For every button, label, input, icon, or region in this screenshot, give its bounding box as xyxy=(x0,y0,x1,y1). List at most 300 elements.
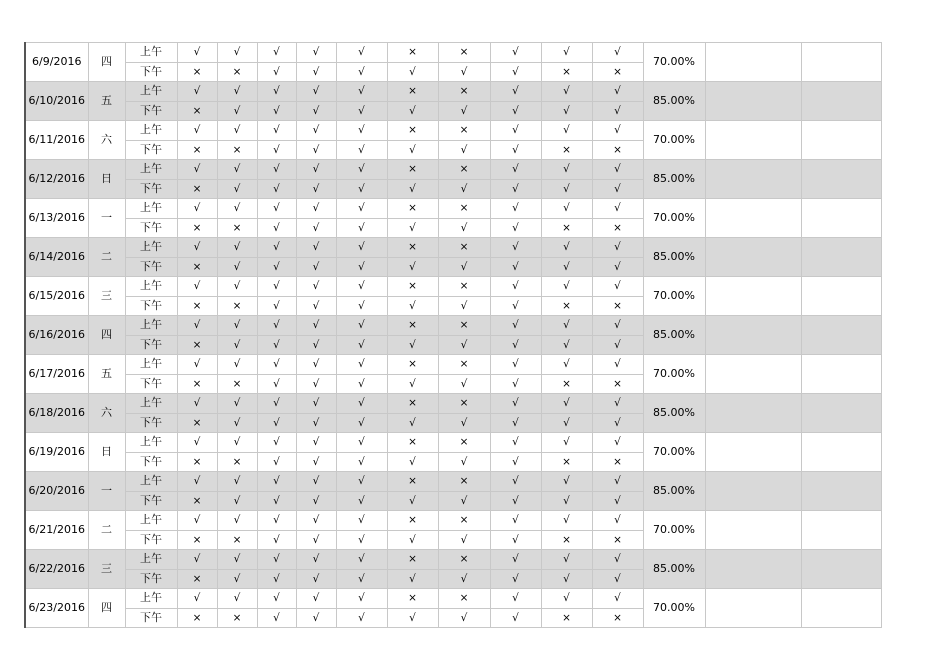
attendance-mark-cell[interactable]: √ xyxy=(257,82,296,102)
extra-cell[interactable] xyxy=(801,394,881,433)
rate-cell[interactable]: 85.00% xyxy=(643,238,705,277)
attendance-mark-cell[interactable]: × xyxy=(438,316,490,336)
attendance-mark-cell[interactable]: √ xyxy=(490,433,541,453)
attendance-mark-cell[interactable]: √ xyxy=(296,43,336,63)
attendance-mark-cell[interactable]: × xyxy=(438,511,490,531)
attendance-mark-cell[interactable]: √ xyxy=(541,569,592,589)
attendance-mark-cell[interactable]: √ xyxy=(296,550,336,570)
attendance-mark-cell[interactable]: √ xyxy=(257,472,296,492)
half-day-cell[interactable]: 下午 xyxy=(125,452,177,472)
attendance-mark-cell[interactable]: √ xyxy=(336,160,387,180)
attendance-mark-cell[interactable]: √ xyxy=(592,355,643,375)
attendance-mark-cell[interactable]: × xyxy=(217,452,257,472)
attendance-mark-cell[interactable]: √ xyxy=(541,511,592,531)
attendance-mark-cell[interactable]: √ xyxy=(296,530,336,550)
attendance-mark-cell[interactable]: √ xyxy=(336,530,387,550)
attendance-mark-cell[interactable]: √ xyxy=(541,121,592,141)
attendance-mark-cell[interactable]: × xyxy=(217,140,257,160)
extra-cell[interactable] xyxy=(801,355,881,394)
attendance-mark-cell[interactable]: √ xyxy=(336,335,387,355)
weekday-cell[interactable]: 六 xyxy=(88,394,125,433)
attendance-mark-cell[interactable]: √ xyxy=(387,491,438,511)
remark-cell[interactable] xyxy=(705,550,801,589)
attendance-mark-cell[interactable]: √ xyxy=(490,179,541,199)
attendance-mark-cell[interactable]: √ xyxy=(336,511,387,531)
attendance-mark-cell[interactable]: √ xyxy=(336,121,387,141)
attendance-mark-cell[interactable]: √ xyxy=(177,316,217,336)
attendance-mark-cell[interactable]: √ xyxy=(257,530,296,550)
extra-cell[interactable] xyxy=(801,43,881,82)
attendance-mark-cell[interactable]: × xyxy=(217,374,257,394)
attendance-mark-cell[interactable]: √ xyxy=(438,296,490,316)
attendance-mark-cell[interactable]: × xyxy=(177,218,217,238)
rate-cell[interactable]: 70.00% xyxy=(643,199,705,238)
weekday-cell[interactable]: 一 xyxy=(88,472,125,511)
attendance-mark-cell[interactable]: √ xyxy=(257,160,296,180)
attendance-mark-cell[interactable]: × xyxy=(177,491,217,511)
weekday-cell[interactable]: 四 xyxy=(88,316,125,355)
half-day-cell[interactable]: 上午 xyxy=(125,511,177,531)
attendance-mark-cell[interactable]: √ xyxy=(592,491,643,511)
attendance-mark-cell[interactable]: √ xyxy=(257,218,296,238)
attendance-mark-cell[interactable]: √ xyxy=(490,43,541,63)
half-day-cell[interactable]: 下午 xyxy=(125,140,177,160)
remark-cell[interactable] xyxy=(705,160,801,199)
remark-cell[interactable] xyxy=(705,394,801,433)
attendance-mark-cell[interactable]: √ xyxy=(257,608,296,628)
attendance-mark-cell[interactable]: × xyxy=(177,257,217,277)
half-day-cell[interactable]: 上午 xyxy=(125,433,177,453)
attendance-mark-cell[interactable]: √ xyxy=(336,550,387,570)
attendance-mark-cell[interactable]: √ xyxy=(296,433,336,453)
attendance-mark-cell[interactable]: √ xyxy=(336,316,387,336)
attendance-mark-cell[interactable]: √ xyxy=(217,433,257,453)
half-day-cell[interactable]: 下午 xyxy=(125,608,177,628)
attendance-mark-cell[interactable]: √ xyxy=(217,355,257,375)
attendance-mark-cell[interactable]: × xyxy=(387,82,438,102)
half-day-cell[interactable]: 下午 xyxy=(125,530,177,550)
attendance-mark-cell[interactable]: √ xyxy=(387,257,438,277)
attendance-mark-cell[interactable]: × xyxy=(438,394,490,414)
attendance-mark-cell[interactable]: √ xyxy=(257,199,296,219)
attendance-mark-cell[interactable]: × xyxy=(541,140,592,160)
attendance-mark-cell[interactable]: √ xyxy=(490,550,541,570)
attendance-mark-cell[interactable]: √ xyxy=(592,569,643,589)
weekday-cell[interactable]: 三 xyxy=(88,277,125,316)
attendance-mark-cell[interactable]: √ xyxy=(336,433,387,453)
attendance-mark-cell[interactable]: √ xyxy=(336,413,387,433)
attendance-mark-cell[interactable]: √ xyxy=(490,335,541,355)
attendance-mark-cell[interactable]: √ xyxy=(296,413,336,433)
attendance-mark-cell[interactable]: × xyxy=(387,277,438,297)
rate-cell[interactable]: 85.00% xyxy=(643,394,705,433)
attendance-mark-cell[interactable]: √ xyxy=(296,394,336,414)
attendance-mark-cell[interactable]: √ xyxy=(592,199,643,219)
weekday-cell[interactable]: 四 xyxy=(88,589,125,628)
date-cell[interactable]: 6/20/2016 xyxy=(25,472,88,511)
attendance-mark-cell[interactable]: √ xyxy=(217,335,257,355)
rate-cell[interactable]: 85.00% xyxy=(643,550,705,589)
attendance-mark-cell[interactable]: √ xyxy=(541,355,592,375)
attendance-mark-cell[interactable]: × xyxy=(592,140,643,160)
attendance-mark-cell[interactable]: √ xyxy=(490,316,541,336)
attendance-mark-cell[interactable]: × xyxy=(387,238,438,258)
attendance-mark-cell[interactable]: √ xyxy=(541,335,592,355)
half-day-cell[interactable]: 下午 xyxy=(125,179,177,199)
attendance-mark-cell[interactable]: × xyxy=(387,316,438,336)
extra-cell[interactable] xyxy=(801,238,881,277)
remark-cell[interactable] xyxy=(705,277,801,316)
attendance-mark-cell[interactable]: √ xyxy=(336,62,387,82)
attendance-mark-cell[interactable]: × xyxy=(438,433,490,453)
attendance-mark-cell[interactable]: √ xyxy=(296,472,336,492)
attendance-mark-cell[interactable]: √ xyxy=(541,82,592,102)
attendance-mark-cell[interactable]: √ xyxy=(336,218,387,238)
attendance-mark-cell[interactable]: × xyxy=(438,43,490,63)
attendance-mark-cell[interactable]: × xyxy=(177,179,217,199)
attendance-mark-cell[interactable]: √ xyxy=(177,238,217,258)
attendance-mark-cell[interactable]: √ xyxy=(217,569,257,589)
attendance-mark-cell[interactable]: √ xyxy=(490,394,541,414)
attendance-mark-cell[interactable]: × xyxy=(387,199,438,219)
attendance-mark-cell[interactable]: √ xyxy=(296,160,336,180)
half-day-cell[interactable]: 上午 xyxy=(125,550,177,570)
attendance-mark-cell[interactable]: √ xyxy=(217,82,257,102)
attendance-mark-cell[interactable]: √ xyxy=(490,530,541,550)
half-day-cell[interactable]: 下午 xyxy=(125,218,177,238)
attendance-mark-cell[interactable]: √ xyxy=(490,257,541,277)
attendance-mark-cell[interactable]: √ xyxy=(592,335,643,355)
attendance-mark-cell[interactable]: × xyxy=(177,335,217,355)
attendance-mark-cell[interactable]: √ xyxy=(592,179,643,199)
weekday-cell[interactable]: 四 xyxy=(88,43,125,82)
attendance-mark-cell[interactable]: × xyxy=(387,589,438,609)
attendance-mark-cell[interactable]: × xyxy=(438,472,490,492)
attendance-mark-cell[interactable]: √ xyxy=(257,316,296,336)
attendance-mark-cell[interactable]: √ xyxy=(490,277,541,297)
attendance-mark-cell[interactable]: √ xyxy=(387,569,438,589)
attendance-mark-cell[interactable]: √ xyxy=(490,569,541,589)
half-day-cell[interactable]: 上午 xyxy=(125,472,177,492)
attendance-mark-cell[interactable]: √ xyxy=(438,140,490,160)
attendance-mark-cell[interactable]: √ xyxy=(490,121,541,141)
attendance-mark-cell[interactable]: √ xyxy=(592,413,643,433)
half-day-cell[interactable]: 上午 xyxy=(125,238,177,258)
attendance-mark-cell[interactable]: √ xyxy=(296,199,336,219)
attendance-mark-cell[interactable]: √ xyxy=(541,433,592,453)
attendance-mark-cell[interactable]: √ xyxy=(438,335,490,355)
half-day-cell[interactable]: 下午 xyxy=(125,335,177,355)
half-day-cell[interactable]: 下午 xyxy=(125,296,177,316)
attendance-mark-cell[interactable]: √ xyxy=(336,199,387,219)
attendance-mark-cell[interactable]: √ xyxy=(387,101,438,121)
attendance-mark-cell[interactable]: √ xyxy=(592,238,643,258)
attendance-mark-cell[interactable]: × xyxy=(177,140,217,160)
attendance-mark-cell[interactable]: √ xyxy=(438,569,490,589)
attendance-mark-cell[interactable]: √ xyxy=(336,277,387,297)
weekday-cell[interactable]: 一 xyxy=(88,199,125,238)
attendance-mark-cell[interactable]: √ xyxy=(257,569,296,589)
attendance-mark-cell[interactable]: √ xyxy=(296,355,336,375)
attendance-mark-cell[interactable]: √ xyxy=(541,394,592,414)
attendance-mark-cell[interactable]: × xyxy=(438,355,490,375)
attendance-mark-cell[interactable]: √ xyxy=(438,257,490,277)
attendance-mark-cell[interactable]: √ xyxy=(296,82,336,102)
rate-cell[interactable]: 70.00% xyxy=(643,433,705,472)
weekday-cell[interactable]: 二 xyxy=(88,511,125,550)
attendance-mark-cell[interactable]: √ xyxy=(296,277,336,297)
half-day-cell[interactable]: 上午 xyxy=(125,82,177,102)
half-day-cell[interactable]: 上午 xyxy=(125,355,177,375)
attendance-mark-cell[interactable]: √ xyxy=(592,101,643,121)
attendance-mark-cell[interactable]: × xyxy=(592,374,643,394)
attendance-mark-cell[interactable]: √ xyxy=(438,62,490,82)
attendance-mark-cell[interactable]: × xyxy=(177,62,217,82)
attendance-mark-cell[interactable]: √ xyxy=(217,472,257,492)
rate-cell[interactable]: 85.00% xyxy=(643,160,705,199)
attendance-mark-cell[interactable]: √ xyxy=(387,140,438,160)
weekday-cell[interactable]: 三 xyxy=(88,550,125,589)
attendance-mark-cell[interactable]: √ xyxy=(257,62,296,82)
attendance-mark-cell[interactable]: √ xyxy=(177,355,217,375)
extra-cell[interactable] xyxy=(801,511,881,550)
attendance-mark-cell[interactable]: × xyxy=(541,218,592,238)
half-day-cell[interactable]: 上午 xyxy=(125,316,177,336)
half-day-cell[interactable]: 上午 xyxy=(125,199,177,219)
attendance-mark-cell[interactable]: √ xyxy=(592,121,643,141)
attendance-mark-cell[interactable]: × xyxy=(217,608,257,628)
remark-cell[interactable] xyxy=(705,589,801,628)
attendance-mark-cell[interactable]: √ xyxy=(541,413,592,433)
attendance-mark-cell[interactable]: √ xyxy=(541,160,592,180)
attendance-mark-cell[interactable]: √ xyxy=(296,179,336,199)
attendance-mark-cell[interactable]: √ xyxy=(296,491,336,511)
attendance-mark-cell[interactable]: √ xyxy=(541,257,592,277)
attendance-mark-cell[interactable]: √ xyxy=(387,179,438,199)
attendance-mark-cell[interactable]: √ xyxy=(336,394,387,414)
attendance-mark-cell[interactable]: √ xyxy=(336,491,387,511)
half-day-cell[interactable]: 下午 xyxy=(125,374,177,394)
rate-cell[interactable]: 85.00% xyxy=(643,316,705,355)
attendance-mark-cell[interactable]: √ xyxy=(336,179,387,199)
attendance-mark-cell[interactable]: √ xyxy=(438,101,490,121)
attendance-mark-cell[interactable]: √ xyxy=(336,257,387,277)
attendance-mark-cell[interactable]: √ xyxy=(257,257,296,277)
attendance-mark-cell[interactable]: √ xyxy=(177,511,217,531)
attendance-mark-cell[interactable]: √ xyxy=(490,452,541,472)
attendance-mark-cell[interactable]: √ xyxy=(296,316,336,336)
attendance-mark-cell[interactable]: × xyxy=(177,569,217,589)
half-day-cell[interactable]: 下午 xyxy=(125,569,177,589)
date-cell[interactable]: 6/11/2016 xyxy=(25,121,88,160)
attendance-mark-cell[interactable]: √ xyxy=(592,550,643,570)
attendance-mark-cell[interactable]: √ xyxy=(336,355,387,375)
attendance-mark-cell[interactable]: √ xyxy=(541,491,592,511)
attendance-mark-cell[interactable]: √ xyxy=(592,160,643,180)
attendance-mark-cell[interactable]: × xyxy=(592,218,643,238)
attendance-mark-cell[interactable]: × xyxy=(177,530,217,550)
attendance-mark-cell[interactable]: √ xyxy=(438,179,490,199)
half-day-cell[interactable]: 下午 xyxy=(125,413,177,433)
attendance-mark-cell[interactable]: √ xyxy=(217,413,257,433)
attendance-mark-cell[interactable]: √ xyxy=(336,43,387,63)
weekday-cell[interactable]: 六 xyxy=(88,121,125,160)
attendance-mark-cell[interactable]: √ xyxy=(217,316,257,336)
attendance-mark-cell[interactable]: √ xyxy=(177,121,217,141)
attendance-mark-cell[interactable]: √ xyxy=(490,355,541,375)
attendance-mark-cell[interactable]: √ xyxy=(177,433,217,453)
attendance-mark-cell[interactable]: √ xyxy=(490,374,541,394)
attendance-mark-cell[interactable]: × xyxy=(541,374,592,394)
attendance-mark-cell[interactable]: √ xyxy=(592,257,643,277)
attendance-mark-cell[interactable]: √ xyxy=(336,374,387,394)
remark-cell[interactable] xyxy=(705,199,801,238)
attendance-mark-cell[interactable]: √ xyxy=(592,472,643,492)
attendance-mark-cell[interactable]: √ xyxy=(217,160,257,180)
attendance-mark-cell[interactable]: × xyxy=(177,452,217,472)
date-cell[interactable]: 6/21/2016 xyxy=(25,511,88,550)
attendance-mark-cell[interactable]: √ xyxy=(296,608,336,628)
attendance-mark-cell[interactable]: √ xyxy=(257,413,296,433)
attendance-mark-cell[interactable]: √ xyxy=(592,43,643,63)
attendance-mark-cell[interactable]: √ xyxy=(336,589,387,609)
attendance-mark-cell[interactable]: √ xyxy=(490,296,541,316)
attendance-mark-cell[interactable]: √ xyxy=(541,179,592,199)
attendance-mark-cell[interactable]: √ xyxy=(541,277,592,297)
attendance-mark-cell[interactable]: √ xyxy=(336,472,387,492)
attendance-mark-cell[interactable]: √ xyxy=(257,452,296,472)
attendance-mark-cell[interactable]: √ xyxy=(257,277,296,297)
attendance-mark-cell[interactable]: √ xyxy=(490,511,541,531)
attendance-mark-cell[interactable]: √ xyxy=(177,472,217,492)
attendance-mark-cell[interactable]: √ xyxy=(177,277,217,297)
half-day-cell[interactable]: 上午 xyxy=(125,589,177,609)
attendance-mark-cell[interactable]: √ xyxy=(296,589,336,609)
attendance-mark-cell[interactable]: √ xyxy=(257,101,296,121)
date-cell[interactable]: 6/15/2016 xyxy=(25,277,88,316)
attendance-mark-cell[interactable]: √ xyxy=(387,335,438,355)
half-day-cell[interactable]: 上午 xyxy=(125,394,177,414)
attendance-mark-cell[interactable]: √ xyxy=(438,452,490,472)
attendance-mark-cell[interactable]: × xyxy=(541,62,592,82)
attendance-mark-cell[interactable]: √ xyxy=(217,394,257,414)
attendance-mark-cell[interactable]: √ xyxy=(296,218,336,238)
remark-cell[interactable] xyxy=(705,355,801,394)
half-day-cell[interactable]: 上午 xyxy=(125,277,177,297)
attendance-mark-cell[interactable]: × xyxy=(387,550,438,570)
attendance-mark-cell[interactable]: √ xyxy=(296,335,336,355)
attendance-mark-cell[interactable]: √ xyxy=(217,238,257,258)
date-cell[interactable]: 6/14/2016 xyxy=(25,238,88,277)
attendance-mark-cell[interactable]: √ xyxy=(387,608,438,628)
attendance-mark-cell[interactable]: √ xyxy=(257,374,296,394)
attendance-mark-cell[interactable]: √ xyxy=(490,608,541,628)
attendance-mark-cell[interactable]: √ xyxy=(541,101,592,121)
attendance-mark-cell[interactable]: √ xyxy=(217,179,257,199)
attendance-mark-cell[interactable]: √ xyxy=(387,62,438,82)
attendance-mark-cell[interactable]: × xyxy=(592,452,643,472)
attendance-mark-cell[interactable]: √ xyxy=(296,452,336,472)
remark-cell[interactable] xyxy=(705,121,801,160)
attendance-mark-cell[interactable]: √ xyxy=(438,374,490,394)
attendance-mark-cell[interactable]: × xyxy=(177,101,217,121)
attendance-mark-cell[interactable]: √ xyxy=(490,82,541,102)
half-day-cell[interactable]: 下午 xyxy=(125,101,177,121)
rate-cell[interactable]: 70.00% xyxy=(643,43,705,82)
attendance-mark-cell[interactable]: √ xyxy=(592,589,643,609)
attendance-mark-cell[interactable]: × xyxy=(217,218,257,238)
attendance-mark-cell[interactable]: × xyxy=(592,530,643,550)
weekday-cell[interactable]: 二 xyxy=(88,238,125,277)
attendance-mark-cell[interactable]: × xyxy=(592,608,643,628)
date-cell[interactable]: 6/16/2016 xyxy=(25,316,88,355)
attendance-mark-cell[interactable]: √ xyxy=(177,589,217,609)
attendance-mark-cell[interactable]: √ xyxy=(177,550,217,570)
attendance-mark-cell[interactable]: √ xyxy=(257,179,296,199)
attendance-mark-cell[interactable]: √ xyxy=(257,335,296,355)
extra-cell[interactable] xyxy=(801,589,881,628)
attendance-mark-cell[interactable]: √ xyxy=(257,394,296,414)
extra-cell[interactable] xyxy=(801,472,881,511)
attendance-mark-cell[interactable]: √ xyxy=(592,433,643,453)
rate-cell[interactable]: 85.00% xyxy=(643,82,705,121)
rate-cell[interactable]: 70.00% xyxy=(643,511,705,550)
attendance-mark-cell[interactable]: × xyxy=(387,511,438,531)
attendance-mark-cell[interactable]: √ xyxy=(592,82,643,102)
extra-cell[interactable] xyxy=(801,121,881,160)
extra-cell[interactable] xyxy=(801,82,881,121)
half-day-cell[interactable]: 上午 xyxy=(125,160,177,180)
remark-cell[interactable] xyxy=(705,472,801,511)
attendance-mark-cell[interactable]: × xyxy=(387,472,438,492)
attendance-mark-cell[interactable]: √ xyxy=(257,511,296,531)
attendance-mark-cell[interactable]: × xyxy=(592,62,643,82)
attendance-mark-cell[interactable]: √ xyxy=(217,43,257,63)
half-day-cell[interactable]: 下午 xyxy=(125,257,177,277)
attendance-mark-cell[interactable]: √ xyxy=(438,491,490,511)
attendance-mark-cell[interactable]: √ xyxy=(177,160,217,180)
attendance-mark-cell[interactable]: √ xyxy=(541,589,592,609)
attendance-mark-cell[interactable]: √ xyxy=(177,199,217,219)
weekday-cell[interactable]: 五 xyxy=(88,355,125,394)
attendance-mark-cell[interactable]: √ xyxy=(336,569,387,589)
attendance-mark-cell[interactable]: × xyxy=(217,62,257,82)
attendance-mark-cell[interactable]: √ xyxy=(296,140,336,160)
attendance-mark-cell[interactable]: √ xyxy=(296,569,336,589)
half-day-cell[interactable]: 下午 xyxy=(125,62,177,82)
date-cell[interactable]: 6/10/2016 xyxy=(25,82,88,121)
attendance-mark-cell[interactable]: √ xyxy=(217,277,257,297)
attendance-mark-cell[interactable]: √ xyxy=(387,452,438,472)
attendance-mark-cell[interactable]: √ xyxy=(296,296,336,316)
attendance-mark-cell[interactable]: √ xyxy=(490,472,541,492)
attendance-mark-cell[interactable]: √ xyxy=(438,530,490,550)
attendance-mark-cell[interactable]: √ xyxy=(257,433,296,453)
attendance-mark-cell[interactable]: √ xyxy=(541,43,592,63)
attendance-mark-cell[interactable]: √ xyxy=(592,394,643,414)
attendance-mark-cell[interactable]: √ xyxy=(217,589,257,609)
attendance-mark-cell[interactable]: √ xyxy=(541,550,592,570)
attendance-mark-cell[interactable]: × xyxy=(438,121,490,141)
attendance-mark-cell[interactable]: √ xyxy=(490,589,541,609)
attendance-mark-cell[interactable]: √ xyxy=(296,101,336,121)
attendance-mark-cell[interactable]: √ xyxy=(177,394,217,414)
attendance-mark-cell[interactable]: × xyxy=(438,277,490,297)
attendance-mark-cell[interactable]: √ xyxy=(490,62,541,82)
attendance-mark-cell[interactable]: √ xyxy=(490,199,541,219)
remark-cell[interactable] xyxy=(705,43,801,82)
attendance-mark-cell[interactable]: √ xyxy=(438,608,490,628)
